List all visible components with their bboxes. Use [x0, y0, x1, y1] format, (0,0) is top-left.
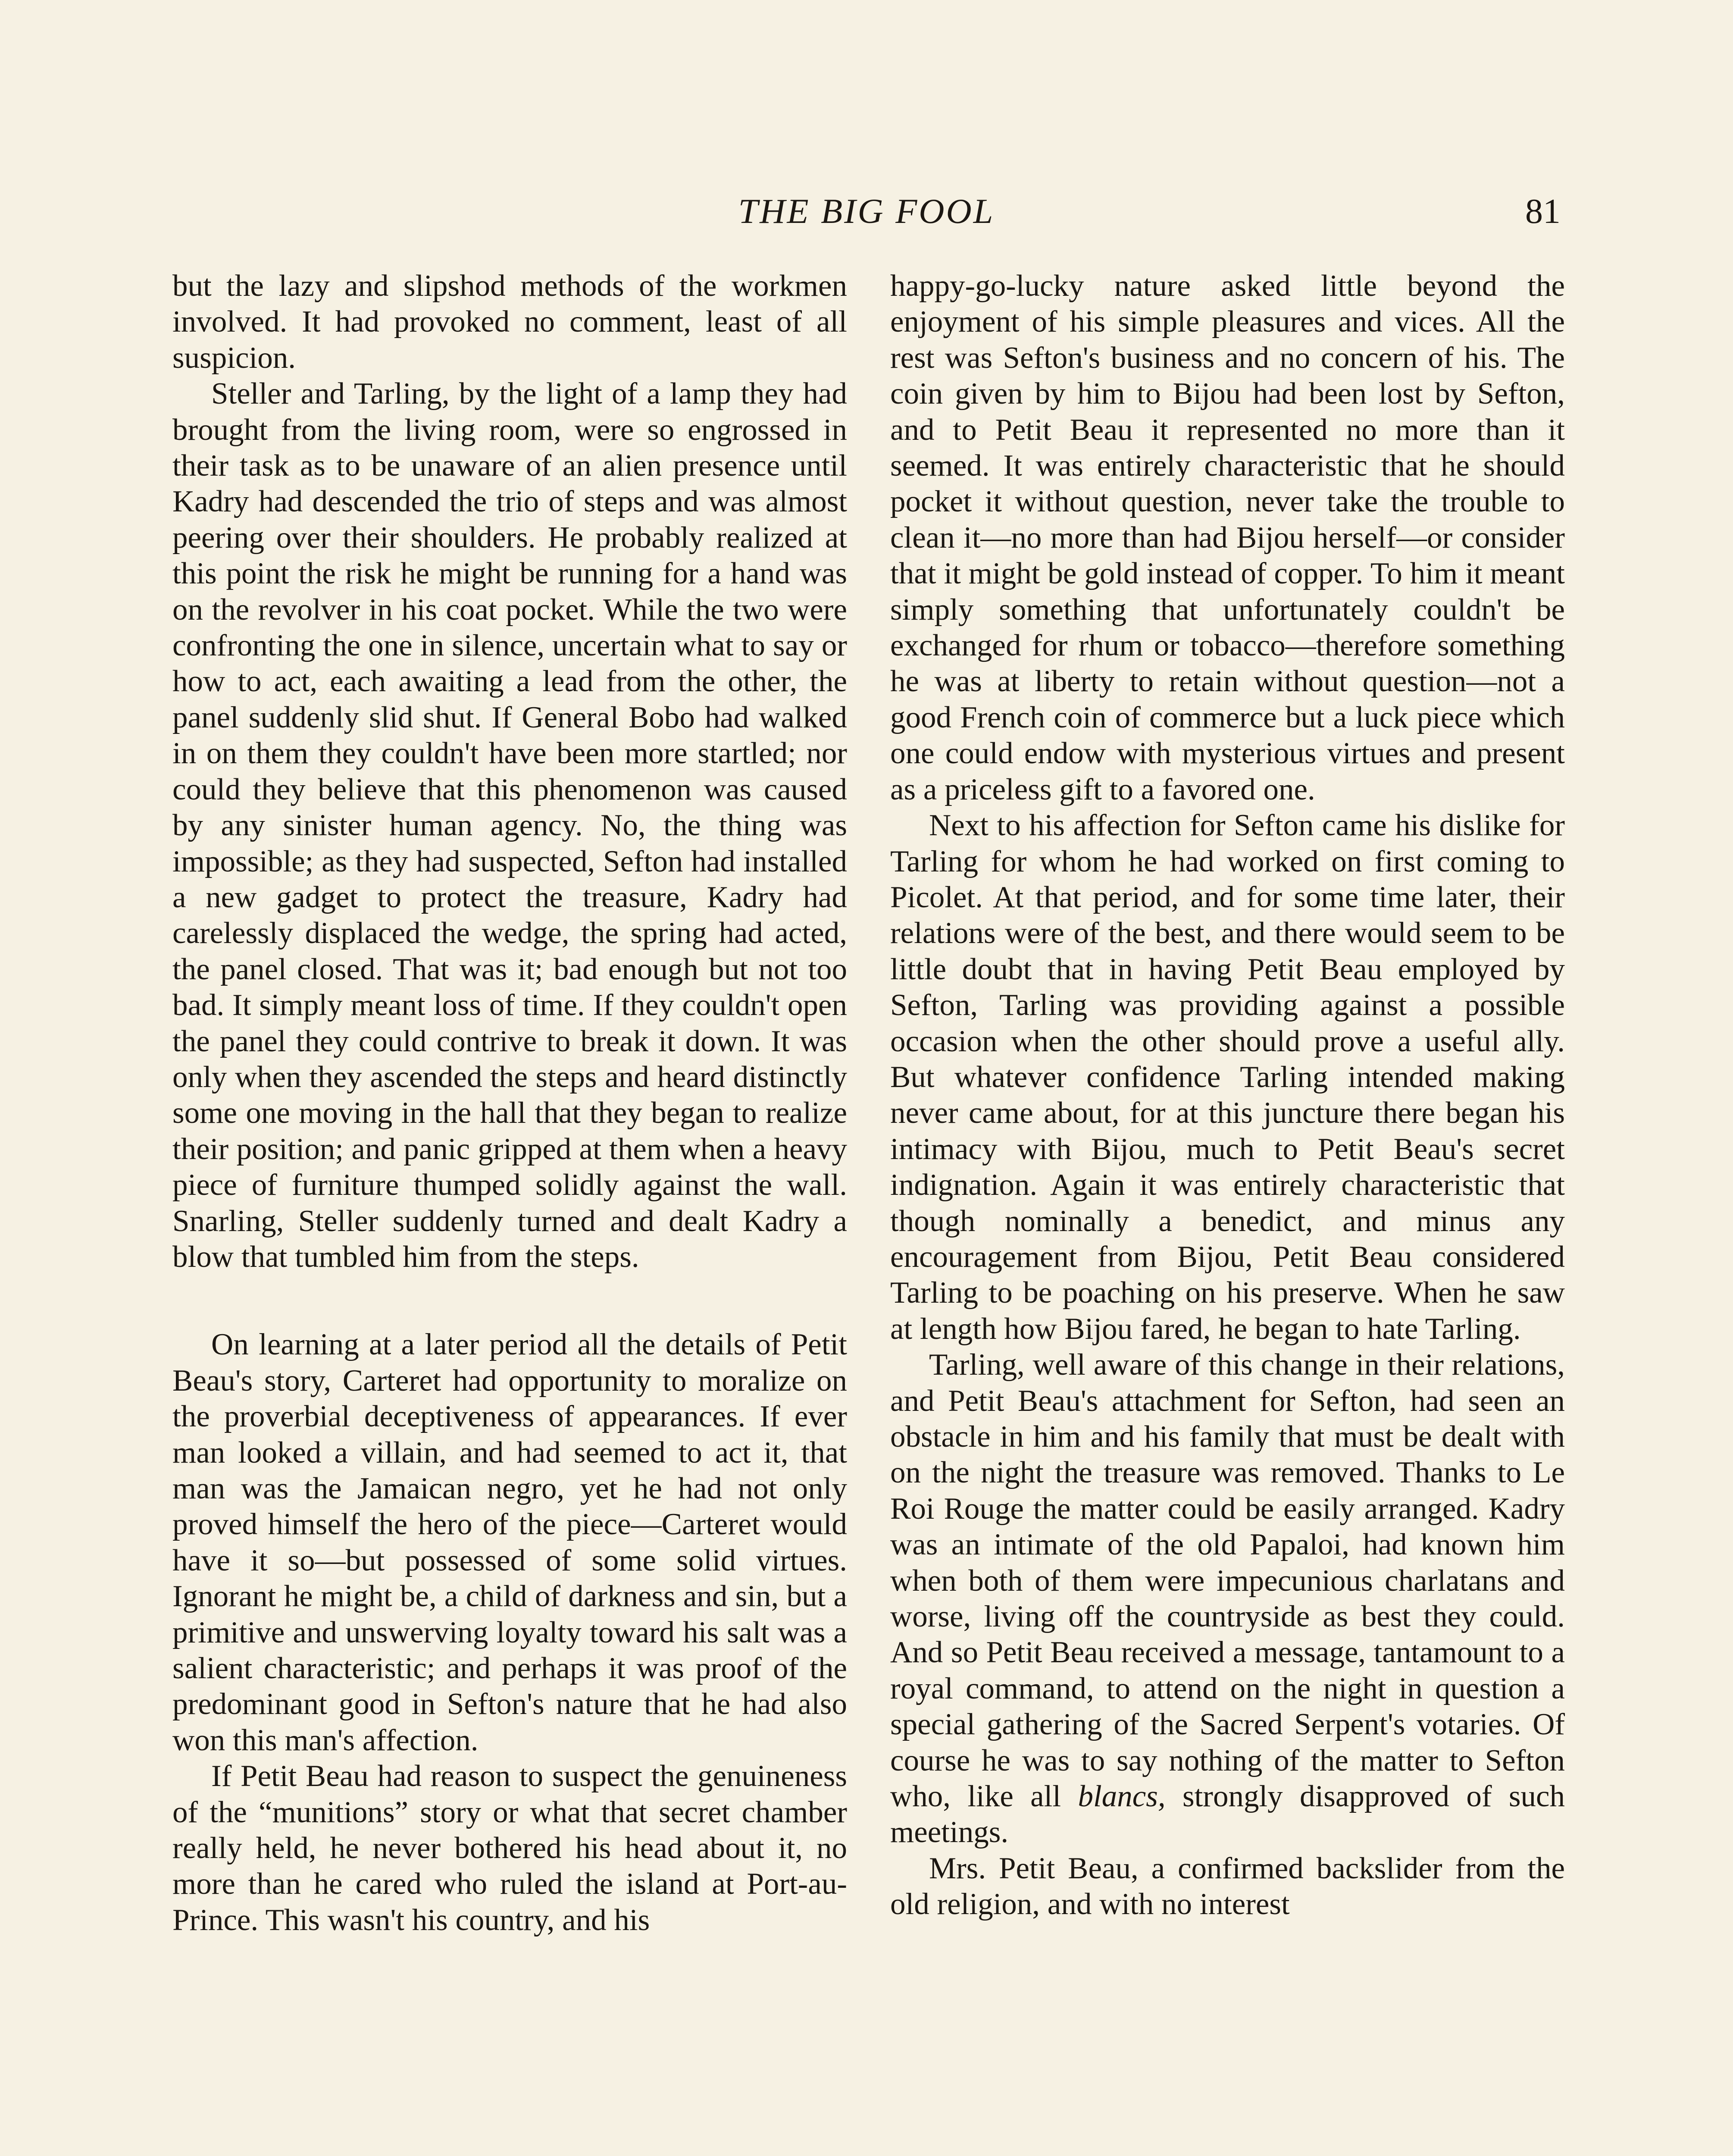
paragraph: Steller and Tarling, by the light of a lamp they had brought from the living room, were so engrossed in their task as to be unaware of an alien presence until Kadry had descended the trio of steps and was almost peering over their shoulders. He probably realized at this point the risk he might be running for a hand was on the revolver in his coat pocket. While the two were confronting the one in silence, uncertain what to say or how to act, each awaiting a lead from the other, the panel suddenly slid shut. If General Bobo had walked in on them they couldn't have been more startled; nor could they believe that this phenomenon was caused by any sinister human agency. No, the thing was impossible; as they had suspected, Sefton had installed a new gadget to protect the treasure, Kadry had carelessly displaced the wedge, the spring had acted, the panel closed. That was it; bad enough but not too bad. It simply meant loss of time. If they couldn't open the panel they could contrive to break it down. It was only when they ascended the steps and heard distinctly some one moving in the hall that they began to realize their position; and panic gripped at them when a heavy piece of furniture thumped solidly against the wall. Snarling, Steller suddenly turned and dealt Kadry a blow that tumbled him from the steps. [172, 377, 847, 1274]
paragraph: happy-go-lucky nature asked little beyond the enjoyment of his simple pleasures and vices. All the rest was Sefton's business and no concern of his. The coin given by him to Bijou had been lost by Sefton, and to Petit Beau it represented no more than it seemed. It was entirely characteristic that he should pocket it without question, never take the trouble to clean it—no more than had Bijou herself—or consider that it might be gold instead of copper. To him it meant simply something that unfortunately couldn't be exchanged for rhum or tobacco—therefore something he was at liberty to retain without question—not a good French coin of commerce but a luck piece which one could endow with mysterious virtues and present as a priceless gift to a favored one. [890, 269, 1565, 806]
left-column [172, 268, 847, 2156]
right-column [890, 268, 1565, 2156]
paragraph: but the lazy and slipshod methods of the workmen involved. It had provoked no comment, least of all suspicion. [172, 269, 847, 375]
paragraph [890, 1347, 1565, 1851]
page-header [0, 185, 1733, 237]
paragraph: On learning at a later period all the details of Petit Beau's story, Carteret had opportunity to moralize on the proverbial deceptiveness of appearances. If ever man looked a villain, and had seemed to act it, that man was the Jamaican negro, yet he had not only proved himself the hero of the piece—Carteret would have it so—but possessed of some solid virtues. Ignorant he might be, a child of darkness and sin, but a primitive and unswerving loyalty toward his salt was a salient characteristic; and perhaps it was proof of the predominant good in Sefton's nature that he had also won this man's affection. [172, 1328, 847, 1757]
page-number: 81 [1525, 191, 1561, 231]
paragraph-text: Tarling, well aware of this change in their relations, and Petit Beau's attachment for Sefton, had seen an obstacle in him and his family that must be dealt with on the night the treasure was removed. Thanks to Le Roi Rouge the matter could be easily arranged. Kadry was an intimate of the old Papaloi, had known him when both of them were impecunious charlatans and worse, living off the countryside as best they could. And so Petit Beau received a message, tantamount to a royal command, to attend on the night in question a special gathering of the Sacred Serpent's votaries. Of course he was to say nothing of the matter to Sefton who, like all [890, 1348, 1565, 1814]
italic-word: blancs, [1078, 1780, 1166, 1814]
paragraph: Mrs. Petit Beau, a confirmed backslider from the old religion, and with no interest [890, 1851, 1565, 1921]
paragraph: If Petit Beau had reason to suspect the genuineness of the “munitions” story or what that secret chamber really held, he never bothered his head about it, no more than he cared who ruled the island at Port-au-Prince. This wasn't his country, and his [172, 1759, 847, 1937]
paragraph-text: strongly disapproved of such meetings. [890, 1780, 1565, 1849]
paragraph: Next to his affection for Sefton came his dislike for Tarling for whom he had worked on first coming to Picolet. At that period, and for some time later, their relations were of the best, and there would seem to be little doubt that in having Petit Beau employed by Sefton, Tarling was providing against a possible occasion when the other should prove a useful ally. But whatever confidence Tarling intended making never came about, for at this juncture there began his intimacy with Bijou, much to Petit Beau's secret indignation. Again it was entirely characteristic that though nominally a benedict, and minus any encouragement from Bijou, Petit Beau considered Tarling to be poaching on his preserve. When he saw at length how Bijou fared, he began to hate Tarling. [890, 808, 1565, 1346]
running-title: THE BIG FOOL [738, 191, 995, 231]
